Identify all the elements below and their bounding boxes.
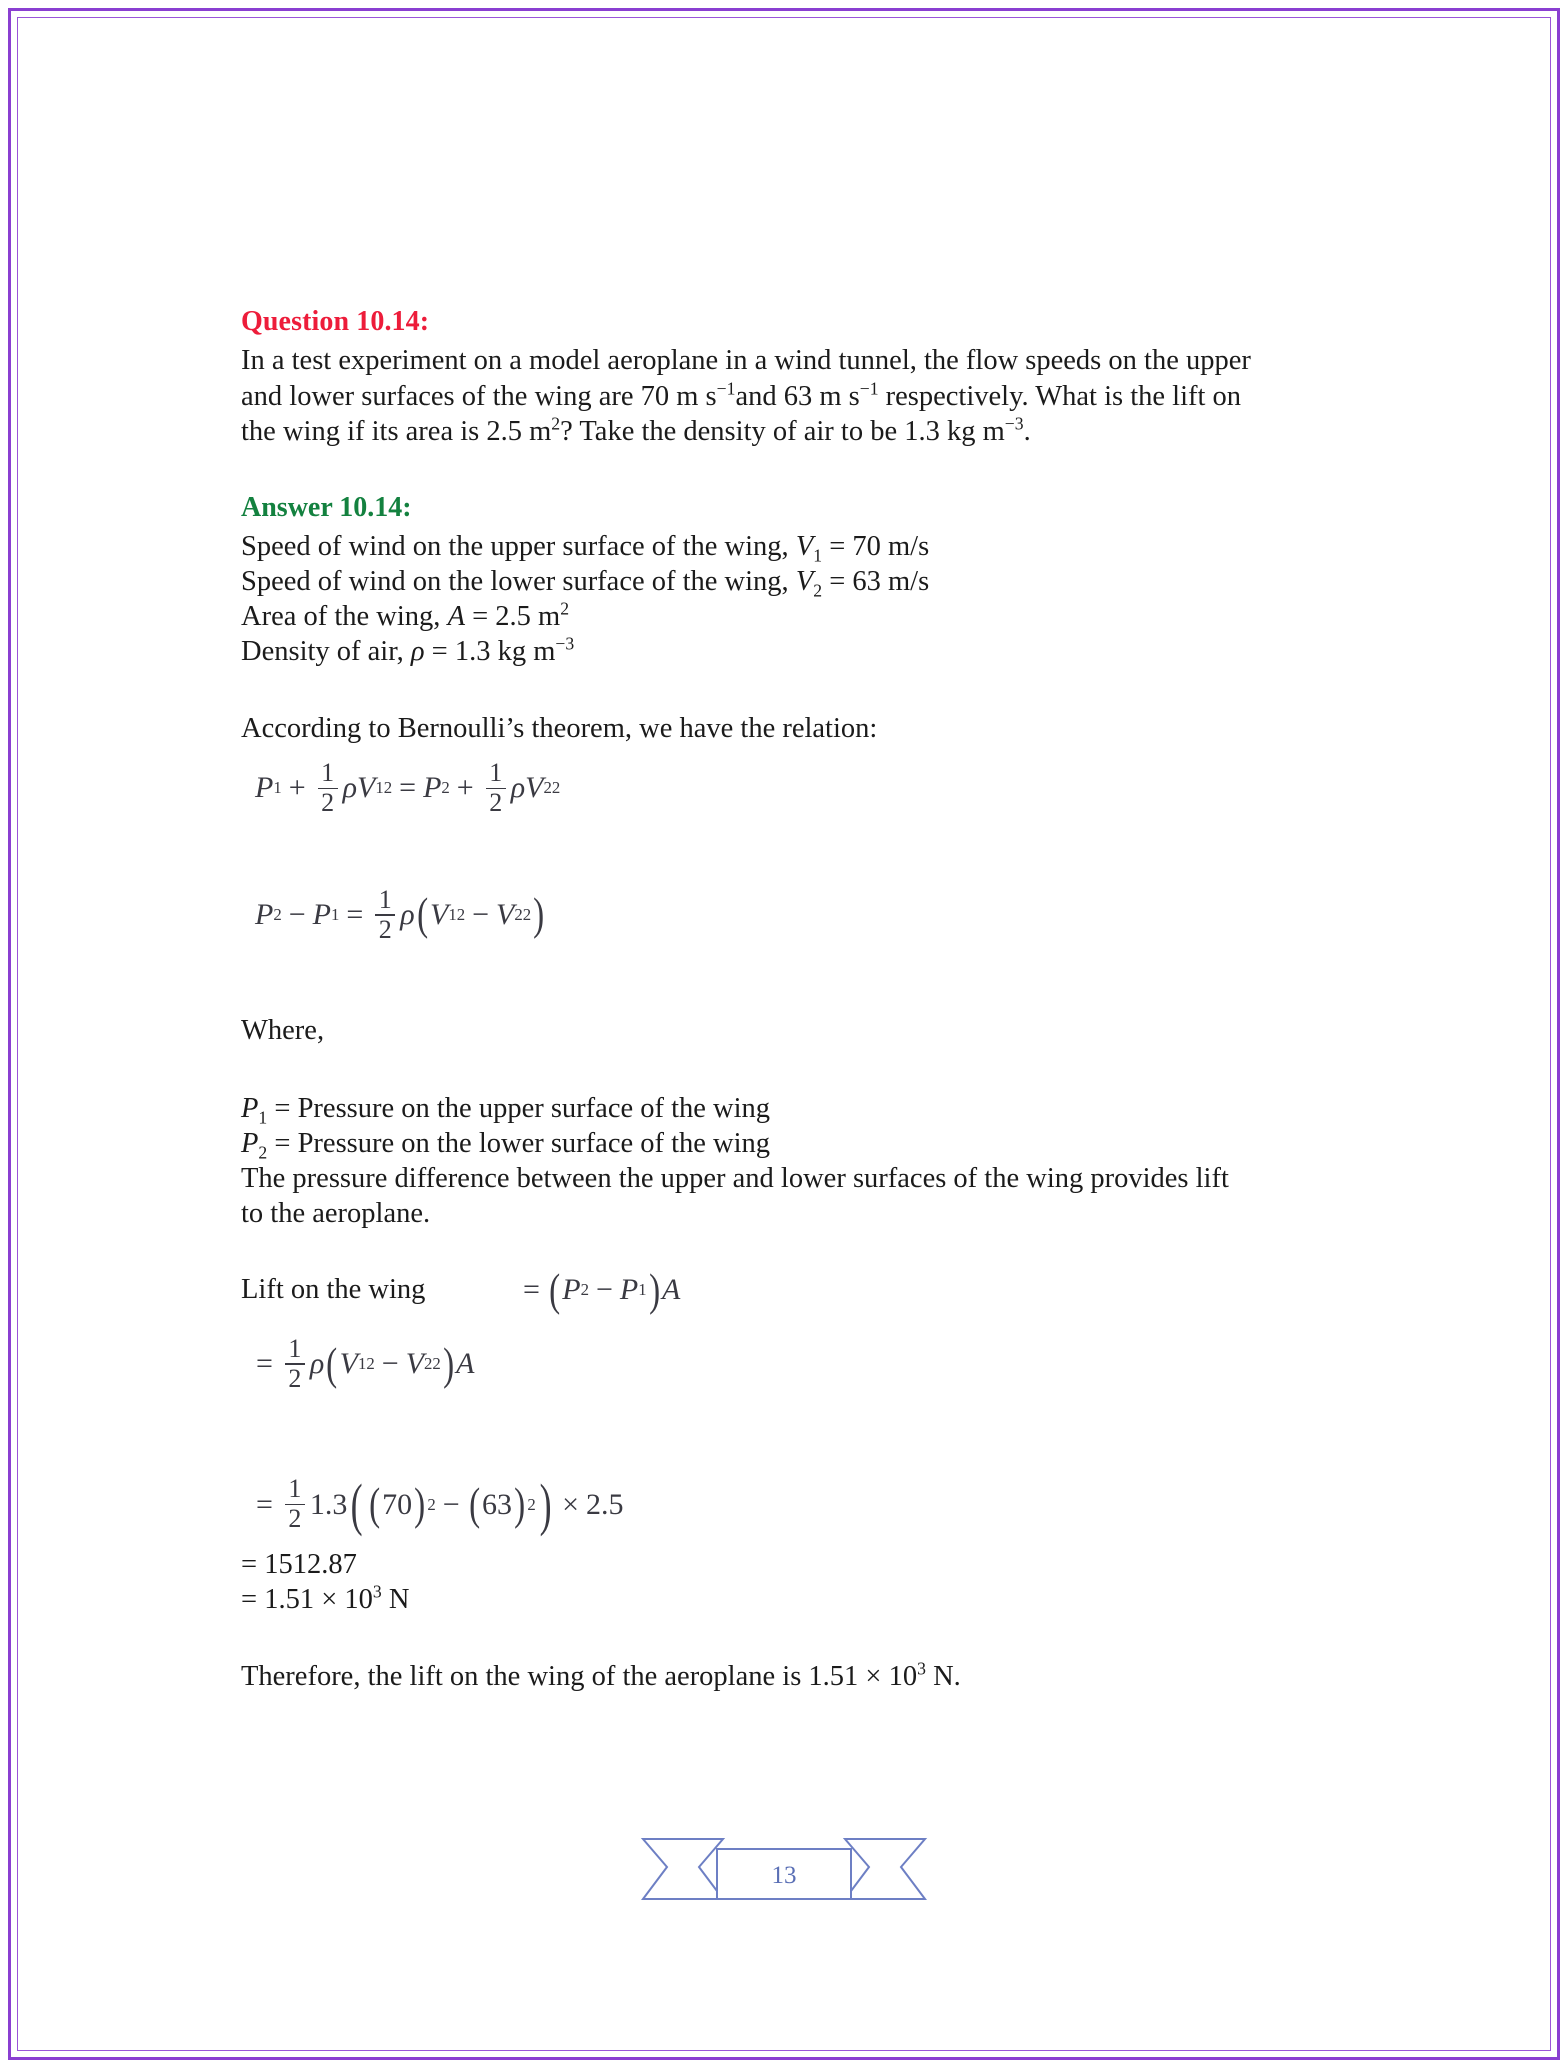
given-v1-symbol: V [795, 530, 814, 562]
lift-c-v2-value: 63 [482, 1487, 513, 1521]
given-v1-label: Speed of wind on the upper surface of the wing, [241, 530, 796, 562]
lift-a-equals: = [523, 1273, 540, 1307]
eq2-p2: P [255, 897, 274, 931]
conclusion-text [241, 1659, 1371, 1695]
given-area-label: Area of the wing, [241, 600, 448, 632]
lift-b-right-paren: ) [442, 1337, 454, 1389]
eq2-p1: P [312, 897, 331, 931]
lift-result-2-mantissa: = 1.51 × 10 [241, 1583, 373, 1615]
spacer [241, 1308, 1371, 1336]
eq1-equals: = [399, 771, 417, 805]
eq2-v1: V [430, 897, 449, 931]
eq1-p2: P [423, 771, 442, 805]
given-line-v2 [241, 564, 1371, 599]
eq2-left-paren: ( [416, 888, 428, 940]
spacer [241, 1434, 1371, 1476]
given-density-symbol: ρ [410, 635, 425, 667]
eq1-plus-1: + [288, 771, 306, 805]
lift-b-denominator: 2 [288, 1363, 302, 1393]
given-v1-subscript: 1 [813, 545, 823, 566]
eq1-half-fraction-2 [486, 760, 506, 817]
spacer [241, 450, 1371, 492]
page-border-outer [8, 8, 1560, 2060]
where-label: Where, [241, 1015, 325, 1047]
question-line-3-part-a: the wing if its area is 2.5 m [241, 416, 552, 447]
ribbon-graphic [639, 1821, 929, 1926]
given-v2-value: = 63 m/s [822, 565, 930, 597]
lift-c-inner-left-paren-2: ( [468, 1478, 480, 1530]
where-p1-subscript: 1 [258, 1107, 268, 1128]
given-v2-label: Speed of wind on the lower surface of the wing, [241, 565, 796, 597]
spacer [241, 1392, 1371, 1434]
pressure-note-line-1: The pressure difference between the upper and lower surfaces of the wing provides lift [241, 1162, 1229, 1194]
eq2-equals: = [346, 897, 364, 931]
question-line-3-part-c: . [1023, 416, 1031, 447]
question-line-2-exponent-2: −1 [859, 378, 879, 398]
lift-a-minus: − [595, 1273, 613, 1307]
spacer [241, 817, 1371, 859]
spacer [241, 859, 1371, 887]
lift-b-equals: = [256, 1347, 273, 1381]
lift-b-numerator: 1 [288, 1333, 302, 1363]
lift-c-times: × [562, 1487, 580, 1521]
given-density-exponent: −3 [555, 633, 575, 653]
lift-on-wing-label: Lift on the wing [241, 1274, 426, 1306]
lift-b-area: A [456, 1347, 475, 1381]
eq2-half-numerator: 1 [378, 884, 392, 914]
lift-results [241, 1547, 1371, 1617]
spacer [241, 669, 1371, 711]
lift-c-density-value: 1.3 [309, 1487, 348, 1521]
where-p2-symbol: P [241, 1127, 259, 1159]
lift-result-line-2 [241, 1582, 1371, 1617]
lift-b-rho: ρ [309, 1347, 325, 1381]
question-line-3-exponent-2: −3 [1004, 413, 1024, 434]
eq1-half-denominator: 2 [321, 788, 335, 818]
question-line-2-part-b: and 63 m s [735, 380, 860, 412]
given-line-density [241, 634, 1371, 669]
pressure-note-line-2: to the aeroplane. [241, 1197, 431, 1229]
question-line-1: In a test experiment on a model aeroplane in a wind tunnel, the flow speeds on the upper [241, 345, 1251, 376]
spacer [241, 1231, 1371, 1273]
document-content [241, 306, 1371, 1694]
given-density-label: Density of air, [241, 635, 411, 667]
given-area-symbol: A [447, 600, 465, 632]
spacer [241, 943, 1371, 985]
eq2-rho: ρ [400, 897, 415, 931]
lift-c-equals: = [256, 1487, 273, 1521]
lift-result-line-1: = 1512.87 [241, 1548, 357, 1580]
equation-lift-a: = ( P 2 − P 1 ) A [523, 1263, 681, 1315]
question-line-3 [241, 414, 1366, 450]
eq1-rho: ρ [342, 771, 358, 805]
lift-c-area-value: 2.5 [586, 1487, 624, 1521]
answer-heading: Answer 10.14: [241, 491, 412, 523]
where-p2-subscript: 2 [258, 1142, 268, 1163]
page-number: 13 [771, 1862, 797, 1889]
eq1-rho-2: ρ [510, 771, 526, 805]
question-body [241, 343, 1366, 450]
eq1-p1: P [255, 771, 274, 805]
lift-c-outer-right-paren: ) [539, 1471, 552, 1537]
spacer [241, 1049, 1371, 1091]
spacer [241, 746, 1371, 760]
page-number-banner [11, 1821, 1557, 1926]
where-p1-text: = Pressure on the upper surface of the wing [267, 1092, 771, 1124]
lift-result-2-exponent: 3 [372, 1581, 382, 1602]
equation-lift-numeric: = $\frac{1}{2}$ 1.3 ( ( 70 ) 2 − ( 63 ) 2 ) × 2.5 [256, 1471, 624, 1537]
lift-c-denominator: 2 [288, 1504, 302, 1534]
lift-a-p1: P [619, 1273, 639, 1307]
eq1-half2-denominator: 2 [489, 788, 503, 818]
lift-a-right-paren: ) [648, 1263, 660, 1315]
equation-lift-b: = $\frac{1}{2}$ ρ ( V 1 2 − V 2 2 ) A [256, 1333, 475, 1393]
lift-c-inner-right-paren-2: ) [514, 1478, 526, 1530]
lift-c-outer-left-paren: ( [351, 1471, 364, 1537]
given-area-value: = 2.5 m [464, 600, 561, 632]
given-values-block [241, 529, 1371, 669]
given-line-v1 [241, 529, 1371, 564]
given-density-value: = 1.3 kg m [424, 635, 556, 667]
lift-a-area: A [661, 1273, 681, 1307]
given-v2-symbol: V [795, 565, 814, 597]
given-area-exponent: 2 [560, 598, 570, 618]
given-v2-subscript: 2 [813, 580, 823, 601]
eq2-half-denominator: 2 [378, 914, 392, 944]
where-p1-line [241, 1091, 1371, 1126]
equation-pressure-difference: P 2 − P 1 = $\frac{1}{2}$ ρ ( V 1 2 − V 2 2 ) [255, 884, 545, 944]
lift-b-left-paren: ( [326, 1337, 338, 1389]
lift-c-inner-left-paren-1: ( [368, 1478, 380, 1530]
lift-b-half-fraction [285, 1333, 305, 1393]
eq1-v1: V [357, 771, 376, 805]
eq1-half-fraction [318, 760, 338, 817]
conclusion-part-a: Therefore, the lift on the wing of the aeroplane is 1.51 × 10 [241, 1660, 918, 1692]
spacer [241, 1533, 1371, 1547]
question-heading: Question 10.14: [241, 306, 430, 337]
lift-result-2-unit: N [381, 1583, 410, 1615]
eq1-half-numerator: 1 [321, 758, 335, 787]
lift-b-minus: − [381, 1347, 399, 1381]
eq1-plus-2: + [456, 771, 474, 805]
conclusion-exponent: 3 [917, 1658, 926, 1679]
lift-c-numerator: 1 [288, 1474, 302, 1504]
eq2-inner-minus: − [472, 897, 490, 931]
spacer [241, 1617, 1371, 1659]
eq1-v2: V [525, 771, 544, 805]
where-p2-line [241, 1126, 1371, 1161]
lift-b-v1: V [339, 1347, 358, 1381]
lift-a-left-paren: ( [549, 1263, 561, 1315]
equation-bernoulli: P 1 + $\frac{1}{2}$ ρ V 1 2 = P 2 + $\frac{1}{2}$ ρ V 2 2 [255, 758, 561, 818]
bernoulli-intro-text: According to Bernoulli’s theorem, we have the relation: [241, 712, 878, 744]
spacer [241, 985, 1371, 1013]
eq2-right-paren: ) [533, 888, 545, 940]
lift-c-minus: − [442, 1487, 460, 1521]
lift-c-inner-right-paren-1: ) [414, 1478, 426, 1530]
eq2-half-fraction [375, 884, 395, 944]
question-line-2-part-a: and lower surfaces of the wing are 70 m s [241, 380, 717, 412]
given-v1-value: = 70 m/s [822, 530, 930, 562]
lift-c-half-fraction [285, 1476, 305, 1533]
eq2-minus: − [288, 897, 306, 931]
where-p2-text: = Pressure on the lower surface of the wing [267, 1127, 771, 1159]
conclusion-part-b: N. [925, 1660, 961, 1692]
question-line-2 [241, 379, 1366, 415]
eq1-half2-numerator: 1 [489, 758, 503, 787]
question-line-3-exponent-1: 2 [551, 413, 561, 434]
eq2-v2: V [496, 897, 515, 931]
given-line-area [241, 599, 1371, 634]
question-line-2-exponent-1: −1 [716, 378, 736, 398]
where-p1-symbol: P [241, 1092, 259, 1124]
where-definitions [241, 1091, 1371, 1231]
question-line-2-part-c: respectively. What is the lift on [878, 380, 1242, 412]
lift-on-wing-row [241, 1263, 1371, 1315]
lift-c-v1-value: 70 [382, 1487, 413, 1521]
lift-b-v2: V [405, 1347, 425, 1381]
lift-a-p2: P [562, 1273, 581, 1307]
question-line-3-part-b: ? Take the density of air to be 1.3 kg m [560, 416, 1005, 447]
